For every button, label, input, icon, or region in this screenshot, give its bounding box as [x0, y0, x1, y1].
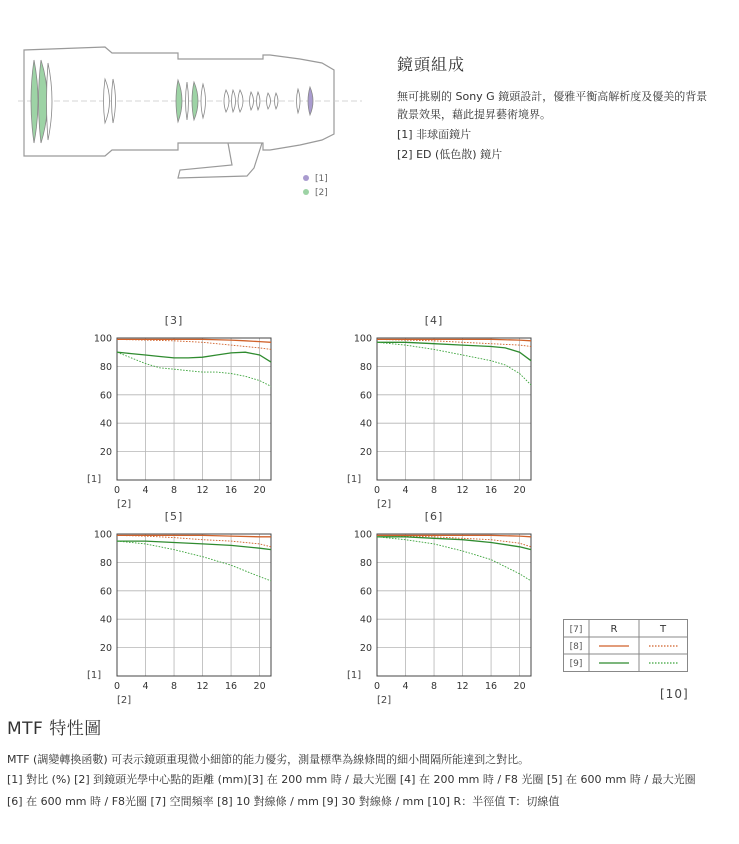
lens-construction-title: 鏡頭組成	[397, 55, 466, 74]
x-tick-label: 20	[513, 681, 526, 692]
focus-element-7	[275, 93, 279, 109]
tripod-foot-outline	[178, 143, 262, 178]
x-tick-label: 8	[431, 485, 438, 496]
y-tick-label: 40	[359, 418, 372, 430]
lens-desc-line-1: 無可挑剔的 Sony G 鏡頭設計，優雅平衡高解析度及優美的背景	[397, 90, 708, 103]
x-tick-label: 8	[171, 485, 178, 496]
ed-legend-label: [2]	[315, 188, 328, 198]
y-tick-label: 40	[99, 418, 112, 430]
series-line-r-10	[117, 339, 271, 342]
lens-construction-diagram	[0, 0, 370, 210]
front-element-3	[47, 63, 53, 140]
series-line-t-30	[377, 537, 531, 581]
middle-ed-element-1	[176, 80, 182, 122]
y-axis-label: [1]	[347, 670, 362, 681]
y-tick-label: 100	[93, 529, 112, 541]
y-tick-label: 40	[359, 614, 372, 626]
x-tick-label: 12	[196, 485, 209, 496]
focus-element-1	[224, 90, 229, 112]
x-tick-label: 12	[456, 681, 469, 692]
focus-element-3	[238, 90, 243, 112]
middle-element-4	[201, 84, 206, 118]
x-tick-label: 0	[373, 681, 381, 692]
x-tick-label: 16	[225, 681, 238, 692]
x-tick-label: 8	[431, 681, 438, 692]
plot-frame	[377, 534, 531, 676]
x-tick-label: 0	[373, 485, 381, 496]
aspherical-lens-note: [1] 非球面鏡片	[397, 128, 472, 141]
series-line-r-30	[117, 541, 271, 550]
mtf-chart-600mm-max-aperture	[82, 506, 282, 706]
mtf-footnotes-line-1: [1] 對比 (%) [2] 到鏡頭光學中心點的距離 (mm)[3] 在 200 mm 時 / 最大光圈 [4] 在 200 mm 時 / F8 光圈 [5] 在 600 mm 時 / 最大光圈	[7, 773, 696, 786]
radial-tangential-note-label: [10]	[660, 687, 689, 701]
x-axis-label: [2]	[377, 499, 392, 510]
x-tick-label: 16	[485, 681, 498, 692]
y-tick-label: 60	[359, 390, 372, 402]
legend-10-lines-label: [8]	[569, 642, 583, 652]
x-tick-label: 20	[253, 681, 266, 692]
focus-element-2	[232, 90, 236, 112]
y-tick-label: 20	[99, 643, 112, 655]
middle-element-2	[186, 82, 189, 120]
y-tick-label: 60	[99, 390, 112, 402]
y-axis-label: [1]	[87, 474, 102, 485]
mtf-chart-200mm-max-aperture	[82, 310, 282, 515]
ed-lens-note: [2] ED (低色散) 鏡片	[397, 148, 503, 161]
mtf-footnotes-line-2: [6] 在 600 mm 時 / F8光圈 [7] 空間頻率 [8] 10 對線條 / mm [9] 30 對線條 / mm [10] R：半徑值 T：切線值	[7, 795, 560, 808]
chart-title: [4]	[424, 314, 444, 327]
series-line-t-10	[377, 339, 531, 346]
y-tick-label: 20	[359, 643, 372, 655]
series-line-r-10	[377, 339, 531, 340]
middle-ed-element-3	[192, 82, 198, 120]
chart-title: [3]	[164, 314, 184, 327]
rear-aspherical-element	[308, 87, 313, 115]
mtf-chart-200mm-f8	[342, 310, 542, 515]
x-tick-label: 20	[513, 485, 526, 496]
y-tick-label: 80	[99, 361, 112, 373]
mtf-description: MTF (調變轉換函數) 可表示鏡頭重現微小細節的能力優劣，測量標準為線條間的細小間隔所能達到之對比。	[7, 753, 530, 766]
focus-element-6	[267, 93, 271, 109]
focus-element-4	[250, 92, 254, 110]
y-tick-label: 100	[93, 333, 112, 345]
y-tick-label: 20	[99, 447, 112, 459]
legend-tangential-header: T	[659, 624, 667, 635]
plot-frame	[117, 338, 271, 480]
x-tick-label: 0	[113, 485, 121, 496]
series-line-r-30	[377, 342, 531, 360]
x-tick-label: 12	[456, 485, 469, 496]
rear-element-1	[297, 89, 301, 113]
y-axis-label: [1]	[347, 474, 362, 485]
front-ed-element-1	[31, 60, 38, 143]
legend-30-lines-label: [9]	[569, 659, 583, 669]
x-tick-label: 0	[113, 681, 121, 692]
x-tick-label: 4	[402, 681, 409, 692]
series-line-r-30	[377, 537, 531, 550]
series-line-r-10	[117, 535, 271, 536]
y-tick-label: 60	[99, 586, 112, 598]
x-tick-label: 4	[142, 681, 149, 692]
series-line-r-30	[117, 352, 271, 362]
x-tick-label: 8	[171, 681, 178, 692]
mtf-section-title: MTF 特性圖	[7, 719, 102, 739]
plot-frame	[117, 534, 271, 676]
x-axis-label: [2]	[117, 499, 132, 510]
y-axis-label: [1]	[87, 670, 102, 681]
x-tick-label: 16	[225, 485, 238, 496]
aspherical-legend-dot	[303, 175, 309, 181]
y-tick-label: 40	[99, 614, 112, 626]
x-tick-label: 20	[253, 485, 266, 496]
chart-title: [6]	[424, 510, 444, 523]
y-tick-label: 80	[359, 557, 372, 569]
lens-element-4	[104, 79, 110, 123]
lens-element-5	[112, 79, 116, 123]
y-tick-label: 80	[99, 557, 112, 569]
mtf-chart-600mm-f8	[342, 506, 542, 706]
x-axis-label: [2]	[117, 695, 132, 706]
y-tick-label: 80	[359, 361, 372, 373]
lens-desc-line-2: 散景效果，藉此提昇藝術境界。	[397, 108, 551, 121]
x-tick-label: 16	[485, 485, 498, 496]
x-axis-label: [2]	[377, 695, 392, 706]
y-tick-label: 20	[359, 447, 372, 459]
aspherical-legend-label: [1]	[315, 174, 328, 184]
x-tick-label: 4	[142, 485, 149, 496]
focus-element-5	[257, 92, 261, 110]
y-tick-label: 60	[359, 586, 372, 598]
y-tick-label: 100	[353, 529, 372, 541]
plot-frame	[377, 338, 531, 480]
x-tick-label: 12	[196, 681, 209, 692]
x-tick-label: 4	[402, 485, 409, 496]
legend-spatial-frequency-label: [7]	[569, 625, 583, 635]
chart-title: [5]	[164, 510, 184, 523]
mtf-legend-table	[563, 619, 689, 673]
y-tick-label: 100	[353, 333, 372, 345]
ed-legend-dot	[303, 189, 309, 195]
legend-radial-header: R	[610, 624, 618, 635]
